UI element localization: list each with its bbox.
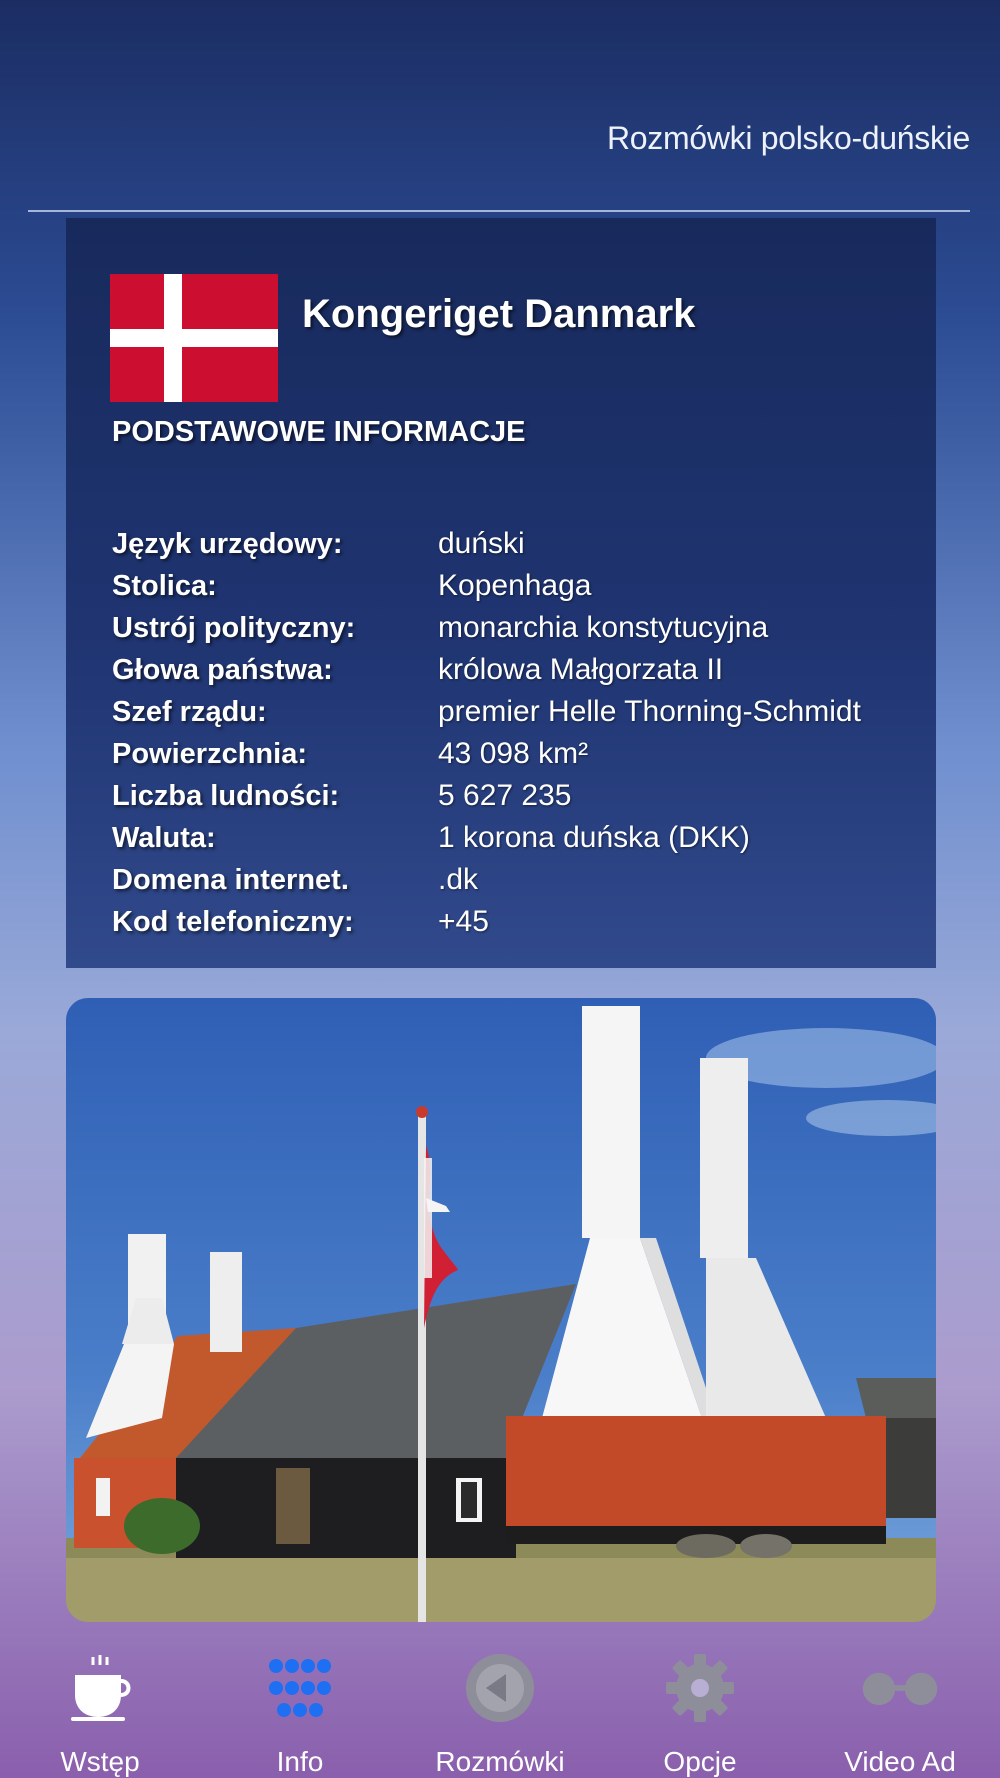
- grid-dots-icon: [260, 1648, 340, 1728]
- fact-row-language: [112, 523, 922, 565]
- fact-value: Kopenhaga: [438, 569, 592, 602]
- fact-label: Domena internet.: [112, 863, 349, 896]
- tab-wstep[interactable]: [0, 1630, 200, 1778]
- fact-value: królowa Małgorzata II: [438, 653, 724, 686]
- fact-label: Język urzędowy:: [112, 527, 343, 560]
- tab-label: Wstęp: [60, 1746, 140, 1777]
- fact-row-capital: [112, 565, 922, 607]
- tab-rozmowki[interactable]: [400, 1630, 600, 1778]
- fact-row-population: [112, 775, 922, 817]
- fact-value: premier Helle Thorning-Schmidt: [438, 695, 861, 728]
- fact-label: Stolica:: [112, 569, 217, 602]
- fact-label: Ustrój polityczny:: [112, 611, 356, 644]
- tab-opcje[interactable]: [600, 1630, 800, 1778]
- fact-label: Liczba ludności:: [112, 779, 340, 812]
- fact-row-government: [112, 607, 922, 649]
- facts-list: [112, 523, 922, 943]
- tab-info[interactable]: [200, 1630, 400, 1778]
- bottom-tab-bar: [0, 1630, 1000, 1778]
- fact-row-domain: [112, 859, 922, 901]
- fact-row-head-of-state: [112, 649, 922, 691]
- glasses-icon: [860, 1648, 940, 1728]
- app-title: Rozmówki polsko-duńskie: [606, 120, 970, 156]
- fact-value: duński: [438, 527, 525, 560]
- country-photo: [66, 998, 936, 1622]
- gear-icon: [660, 1648, 740, 1728]
- fact-row-currency: [112, 817, 922, 859]
- tab-label: Rozmówki: [435, 1746, 565, 1777]
- tab-video-ad[interactable]: [800, 1630, 1000, 1778]
- fact-value: .dk: [438, 863, 479, 896]
- tab-label: Video Ad: [844, 1746, 956, 1777]
- tab-label: Info: [276, 1746, 324, 1777]
- fact-label: Powierzchnia:: [112, 737, 307, 770]
- fact-label: Kod telefoniczny:: [112, 905, 354, 938]
- fact-value: +45: [438, 905, 489, 938]
- fact-row-head-of-government: [112, 691, 922, 733]
- fact-row-phone-code: [112, 901, 922, 943]
- fact-value: 5 627 235: [438, 779, 572, 812]
- fact-value: 1 korona duńska (DKK): [438, 821, 750, 854]
- header-divider: [28, 210, 970, 212]
- denmark-flag-icon: [110, 274, 278, 402]
- country-info-card: [66, 218, 936, 968]
- speaker-icon: [460, 1648, 540, 1728]
- tab-label: Opcje: [663, 1746, 737, 1777]
- fact-value: monarchia konstytucyjna: [438, 611, 769, 644]
- country-name: Kongeriget Danmark: [302, 292, 696, 336]
- fact-value: 43 098 km²: [438, 737, 589, 770]
- section-heading: PODSTAWOWE INFORMACJE: [112, 416, 526, 448]
- coffee-cup-icon: [60, 1648, 140, 1728]
- fact-row-area: [112, 733, 922, 775]
- fact-label: Waluta:: [112, 821, 216, 854]
- fact-label: Głowa państwa:: [112, 653, 333, 686]
- fact-label: Szef rządu:: [112, 695, 267, 728]
